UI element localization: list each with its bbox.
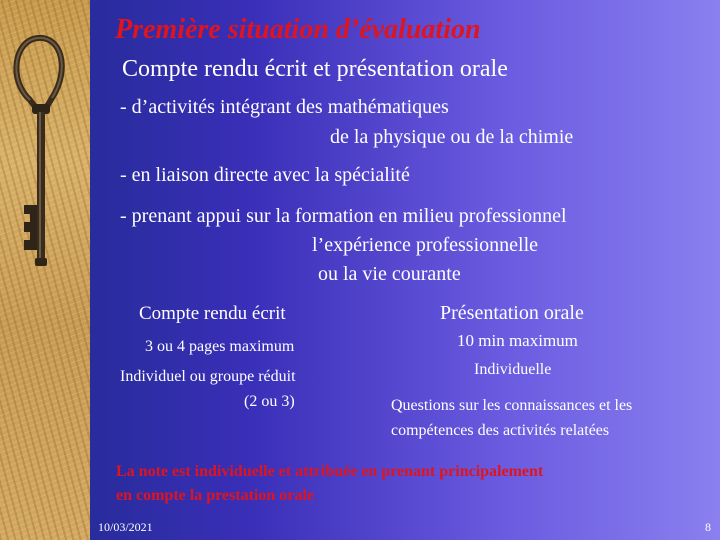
bullet-activities-line2: de la physique ou de la chimie	[330, 126, 574, 148]
slide-subtitle: Compte rendu écrit et présentation orale	[122, 56, 508, 82]
written-report-group: Individuel ou groupe réduit	[120, 368, 296, 385]
bullet-activities-line1: - d’activités intégrant des mathématiques	[120, 96, 449, 118]
footer-page-number: 8	[705, 520, 711, 534]
oral-presentation-questions-line1: Questions sur les connaissances et les	[391, 397, 633, 414]
bullet-speciality: - en liaison directe avec la spécialité	[120, 164, 410, 186]
slide-title: Première situation d’évaluation	[115, 14, 481, 45]
written-report-group-size: (2 ou 3)	[244, 393, 295, 410]
written-report-pages: 3 ou 4 pages maximum	[145, 338, 295, 355]
footer-date: 10/03/2021	[98, 520, 153, 534]
oral-presentation-duration: 10 min maximum	[457, 331, 578, 350]
grading-note-line1: La note est individuelle et attribuée en prenant principalement	[116, 463, 544, 480]
oral-presentation-individual: Individuelle	[474, 361, 552, 378]
old-key-icon	[0, 0, 90, 540]
oral-presentation-questions-line2: compétences des activités relatées	[391, 422, 610, 439]
bullet-training-line3: ou la vie courante	[318, 263, 461, 285]
bullet-training-line2: l’expérience professionnelle	[312, 234, 539, 256]
written-report-heading: Compte rendu écrit	[139, 303, 286, 324]
oral-presentation-heading: Présentation orale	[440, 302, 584, 324]
grading-note-line2: en compte la prestation orale	[116, 487, 314, 504]
bullet-training-line1: - prenant appui sur la formation en milieu professionnel	[120, 205, 567, 227]
